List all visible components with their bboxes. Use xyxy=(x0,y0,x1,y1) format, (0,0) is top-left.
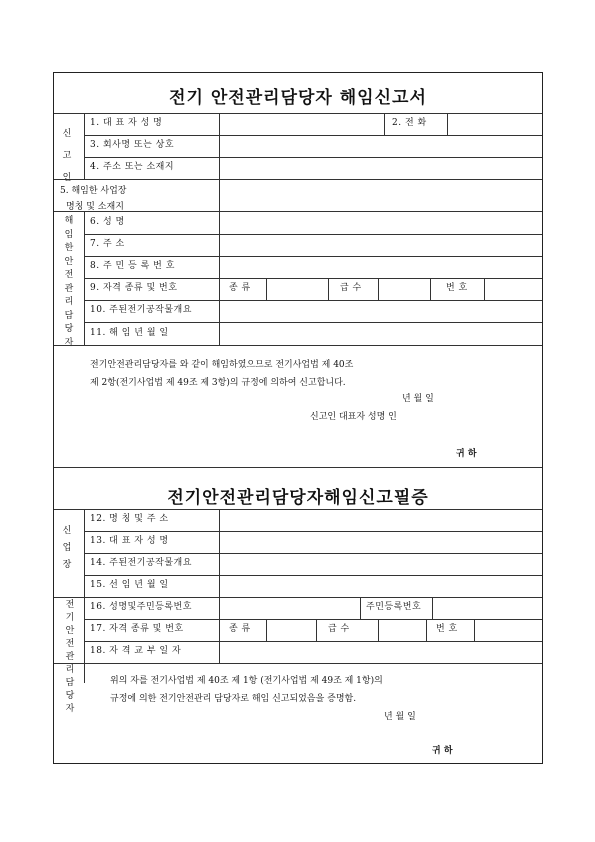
group-business-label: 신 업 장 xyxy=(62,526,72,570)
manager-name-field[interactable] xyxy=(220,598,360,619)
number-label: 번 호 xyxy=(446,283,468,293)
kind2-field[interactable] xyxy=(267,620,327,641)
kind2-label: 종 류 xyxy=(229,624,251,634)
field-phone-label: 2. 전 화 xyxy=(392,118,427,128)
form2-title: 전기안전관리담당자해임신고필증 xyxy=(167,488,429,508)
field-address-label: 4. 주소 또는 소재지 xyxy=(90,162,175,172)
cert-date-text: 년 월 일 xyxy=(384,712,416,722)
address-field[interactable] xyxy=(220,158,542,179)
field-company-label: 3. 회사명 또는 상호 xyxy=(90,140,175,150)
company-field[interactable] xyxy=(220,136,542,157)
cert-statement-line2: 규정에 의한 전기안전관리 담당자로 해임 신고되었음을 증명함. xyxy=(110,694,357,704)
statement-line2: 제 2항(전기사업법 제 49조 제 3항)의 규정에 의하여 신고합니다. xyxy=(90,378,346,388)
dismissed-address-field[interactable] xyxy=(220,235,542,256)
field-rep-name-label: 1. 대 표 자 성 명 xyxy=(90,118,163,128)
field-name-address-label: 12. 명 칭 및 주 소 xyxy=(90,514,169,524)
group-reporter-label: 신 고 인 xyxy=(62,129,72,183)
workplace-field[interactable] xyxy=(220,180,542,211)
manager-resident-field[interactable] xyxy=(433,598,542,619)
group-dismissed-label: 해 임 한 안 전 관 리 담 당 자 xyxy=(64,216,74,348)
business-equipment-field[interactable] xyxy=(220,554,542,575)
field-name-resident-label: 16. 성명및주민등록번호 xyxy=(90,602,192,612)
workplace-label-line1: 5. 해임한 사업장 xyxy=(60,186,127,196)
field-rep-label: 13. 대 표 자 성 명 xyxy=(90,536,169,546)
grade2-field[interactable] xyxy=(379,620,429,641)
grade-field[interactable] xyxy=(379,279,429,300)
grade2-label: 급 수 xyxy=(328,624,350,634)
field-name-label: 6. 성 명 xyxy=(90,217,125,227)
appoint-date-field[interactable] xyxy=(220,576,542,597)
date-text: 년 월 일 xyxy=(402,394,434,404)
dismissal-report-form xyxy=(53,72,543,764)
rep-name-field[interactable] xyxy=(220,114,384,135)
resident-no-label: 주민등록번호 xyxy=(366,602,422,612)
equipment-field[interactable] xyxy=(220,301,542,322)
number2-label: 번 호 xyxy=(436,624,458,634)
business-name-field[interactable] xyxy=(220,510,542,531)
resident-number-field[interactable] xyxy=(220,257,542,278)
field-equipment2-label: 14. 주된전기공작물개요 xyxy=(90,558,192,568)
field-equipment-label: 10. 주된전기공작물개요 xyxy=(90,305,192,315)
kind-label: 종 류 xyxy=(229,283,251,293)
qualification2-number-field[interactable] xyxy=(475,620,542,641)
signer-text: 신고인 대표자 성명 인 xyxy=(310,412,397,422)
group-manager-label: 전 기 안 전 관 리 담 당 자 xyxy=(65,600,75,714)
field-qualification2-label: 17. 자격 종류 및 번호 xyxy=(90,624,184,634)
addressee: 귀 하 xyxy=(456,449,477,459)
field-resident-label: 8. 주 민 등 록 번 호 xyxy=(90,261,175,271)
issue-date-field[interactable] xyxy=(220,642,542,663)
field-qualification-label: 9. 자격 종류 및 번호 xyxy=(90,283,178,293)
workplace-label-line2: 명칭 및 소재지 xyxy=(66,202,124,212)
dismiss-date-field[interactable] xyxy=(220,324,542,345)
field-appoint-date-label: 15. 선 임 년 월 일 xyxy=(90,580,169,590)
qualification-number-field[interactable] xyxy=(485,279,542,300)
kind-field[interactable] xyxy=(267,279,327,300)
field-issue-date-label: 18. 자 격 교 부 일 자 xyxy=(90,646,182,656)
form1-title: 전기 안전관리담당자 해임신고서 xyxy=(169,88,427,108)
business-rep-field[interactable] xyxy=(220,532,542,553)
dismissed-name-field[interactable] xyxy=(220,213,542,234)
grade-label: 급 수 xyxy=(340,283,362,293)
cert-statement-line1: 위의 자를 전기사업법 제 40조 제 1항 (전기사업법 제 49조 제 1항)의 xyxy=(110,676,383,686)
phone-field[interactable] xyxy=(448,114,542,135)
field-dismiss-date-label: 11. 해 임 년 월 일 xyxy=(90,328,169,338)
cert-addressee: 귀 하 xyxy=(432,746,453,756)
statement-line1: 전기안전관리담당자를 와 같이 해임하였으므로 전기사업법 제 40조 xyxy=(90,360,354,370)
field-address2-label: 7. 주 소 xyxy=(90,239,125,249)
